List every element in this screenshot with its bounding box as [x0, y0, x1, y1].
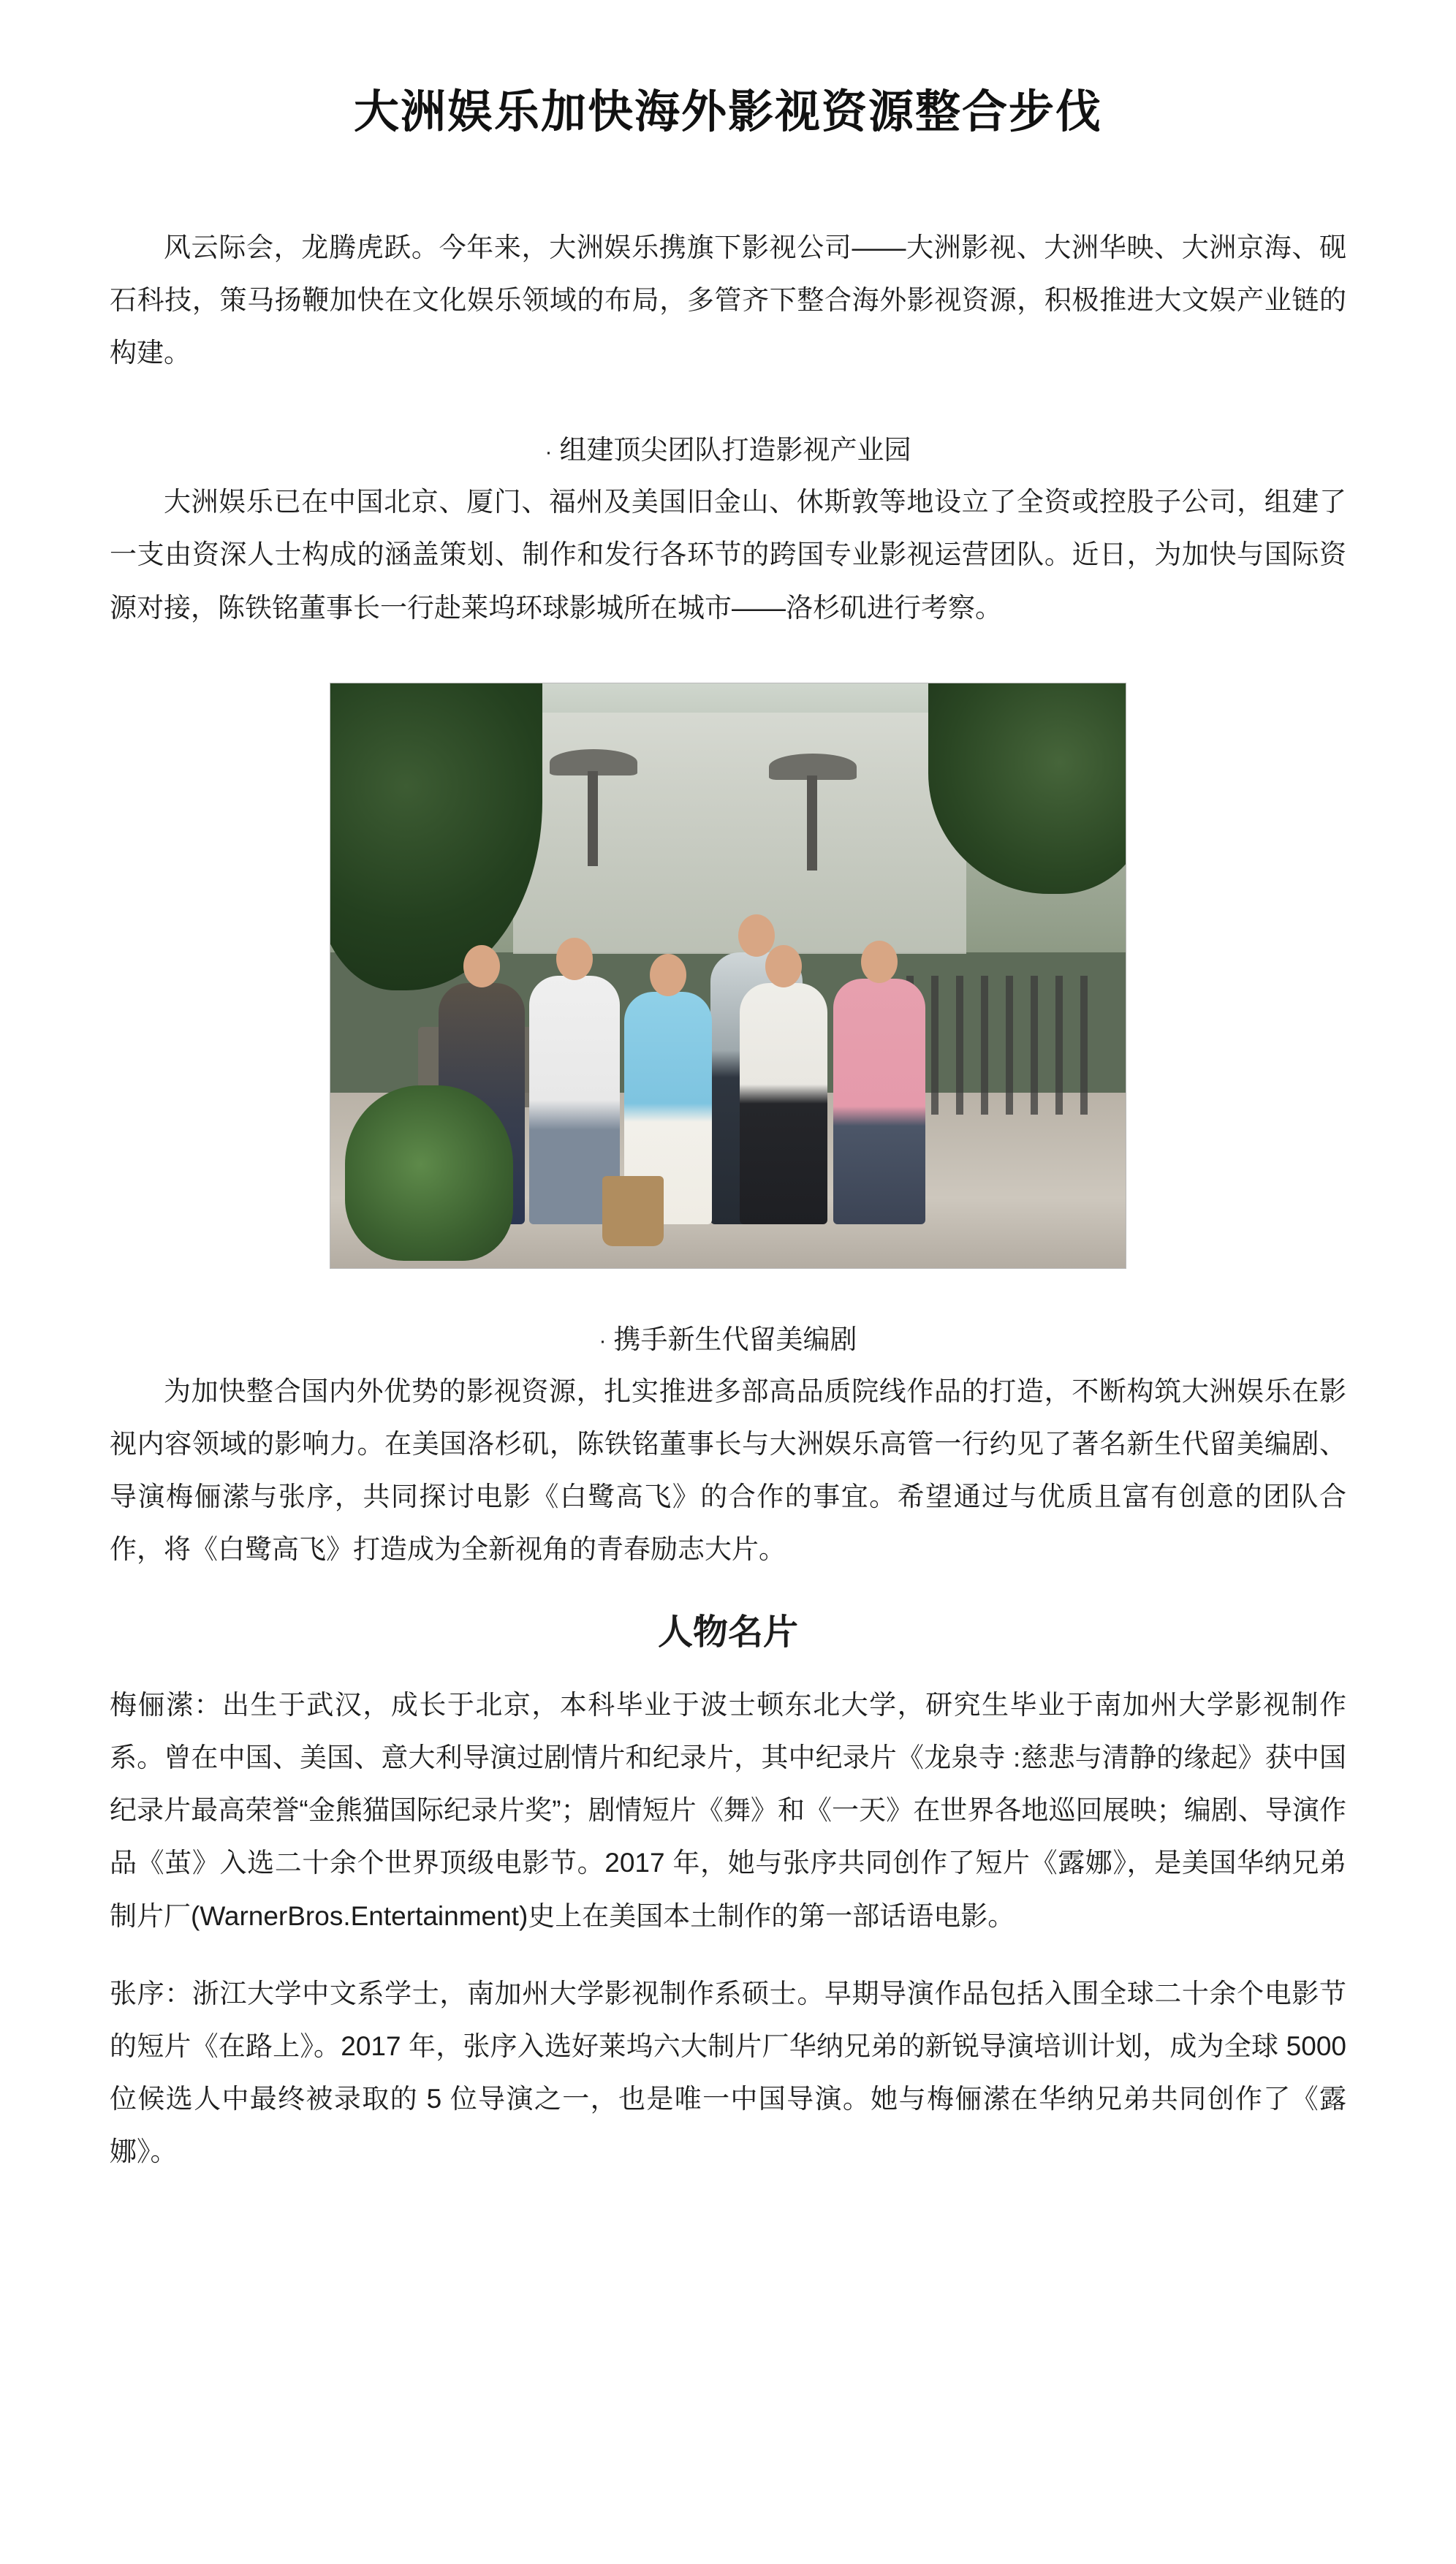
- photo-container: [110, 683, 1346, 1269]
- spacer: [110, 1943, 1346, 1968]
- spacer: [110, 1664, 1346, 1679]
- photo-person-head: [463, 945, 500, 987]
- photo-person-head: [861, 941, 898, 983]
- photo-potted-plant: [345, 1085, 513, 1261]
- photo-person: [833, 979, 925, 1224]
- section-paragraph-1: 大洲娱乐已在中国北京、厦门、福州及美国旧金山、休斯敦等地设立了全资或控股子公司，组建了一支由资深人士构成的涵盖策划、制作和发行各环节的跨国专业影视运营团队。近日，为加快与国际资源对接，陈铁铭董事长一行赴莱坞环球影城所在城市——洛杉矶进行考察。: [110, 487, 1346, 623]
- photo-chairs: [906, 976, 1096, 1115]
- photo-person-head: [765, 945, 802, 987]
- section-heading-1: [110, 425, 1346, 476]
- spacer: [110, 1577, 1346, 1601]
- profiles-title: 人物名片: [657, 1612, 798, 1652]
- section-paragraph-2: 为加快整合国内外优势的影视资源，扎实推进多部高品质院线作品的打造，不断构筑大洲娱乐在影视内容领域的影响力。在美国洛杉矶，陈铁铭董事长与大洲娱乐高管一行约见了著名新生代留美编剧、导演梅俪潆与张序，共同探讨电影《白鹭高飞》的合作的事宜。希望通过与优质且富有创意的团队合作，将《白鹭高飞》打造成为全新视角的青春励志大片。: [110, 1376, 1346, 1565]
- spacer: [110, 143, 1346, 221]
- lead-paragraph: 风云际会，龙腾虎跃。今年来，大洲娱乐携旗下影视公司——大洲影视、大洲华映、大洲京海、砚石科技，策马扬鞭加快在文化娱乐领域的布局，多管齐下整合海外影视资源，积极推进大文娱产业链的构建。: [110, 232, 1346, 368]
- section-heading-1-text: 组建顶尖团队打造影视产业园: [559, 435, 911, 466]
- page-title: 大洲娱乐加快海外影视资源整合步伐: [353, 87, 1102, 137]
- photo-person: [740, 983, 827, 1224]
- profile-entry-mei: 梅俪潆：出生于武汉，成长于北京，本科毕业于波士顿东北大学，研究生毕业于南加州大学影视制作系。曾在中国、美国、意大利导演过剧情片和纪录片，其中纪录片《龙泉寺 :慈悲与清静的缘起》获中国纪录片最高荣誉“金熊猫国际纪录片奖”；剧情短片《舞》和《一天》在世界各地巡回展映；编剧、导演作品《茧》入选二十余个世界顶级电影节。2017 年，她与张序共同创作了短片《露娜》，是美国华纳兄弟制片厂(WarnerBros.Entertainment)史上在美国本土制作的第一部话语电影。: [110, 1689, 1346, 1931]
- bullet-dot-icon: ·: [545, 439, 553, 464]
- photo-patio-heater: [769, 754, 857, 780]
- photo-person-head: [650, 954, 686, 996]
- photo-person-head: [738, 914, 775, 957]
- section-heading-2: [110, 1314, 1346, 1365]
- group-photo-patio: [330, 683, 1126, 1269]
- bullet-dot-icon: ·: [599, 1329, 607, 1354]
- spacer: [110, 1269, 1346, 1314]
- photo-person-head: [556, 938, 593, 980]
- photo-handbag: [602, 1176, 664, 1246]
- photo-building-wall: [513, 713, 966, 954]
- spacer: [110, 379, 1346, 425]
- profile-entry-zhang: 张序：浙江大学中文系学士，南加州大学影视制作系硕士。早期导演作品包括入围全球二十余个电影节的短片《在路上》。2017 年，张序入选好莱坞六大制片厂华纳兄弟的新锐导演培训计划，成为全球 5000 位候选人中最终被录取的 5 位导演之一，也是唯一中国导演。她与梅俪潆在华纳兄弟共同创作了《露娜》。: [110, 1978, 1346, 2167]
- photo-patio-heater: [550, 749, 637, 775]
- section-heading-2-text: 携手新生代留美编剧: [613, 1324, 857, 1354]
